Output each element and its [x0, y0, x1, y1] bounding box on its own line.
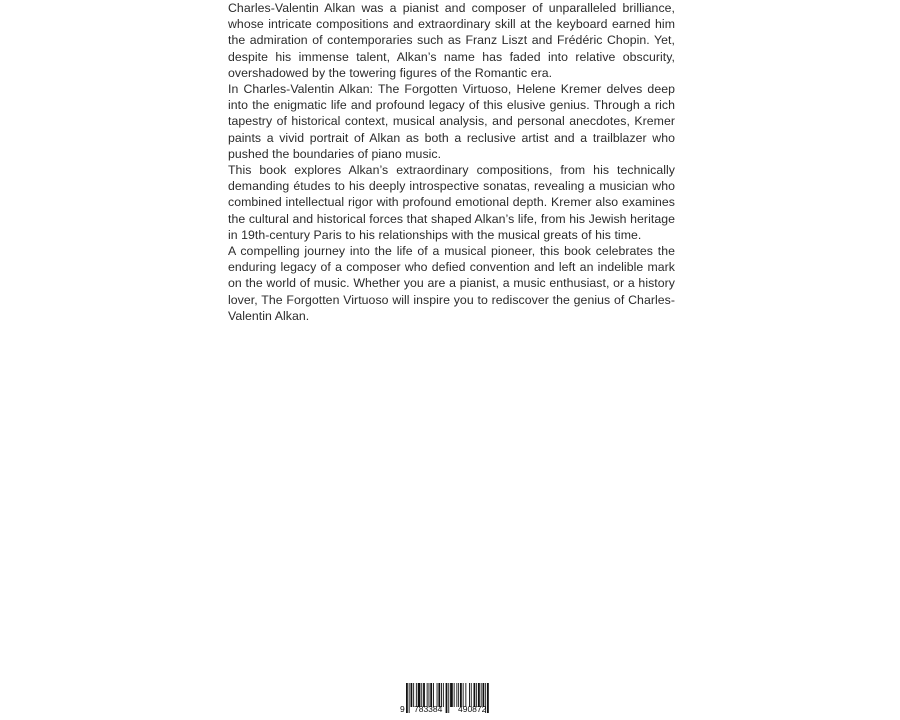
blurb-paragraph-1: Charles-Valentin Alkan was a pianist and composer of unparalleled brilliance, whose intricate compositions and extraordinary skill at the keyboard earned him the admiration of contemporaries such as Franz Liszt and Frédéric Chopin. Yet, despite his immense talent, Alkan’s name has faded into relative obscurity, overshadowed by the towering figures of the Romantic era. — [228, 1, 675, 80]
barcode-bar — [411, 683, 413, 707]
blurb-paragraph-4: A compelling journey into the life of a musical pioneer, this book celebrates the enduring legacy of a composer who defied convention and left an indelible mark on the world of music. Whether you are a pianist, a music enthusiast, or a history lover, The Forgotten Virtuoso will inspire you to rediscover the genius of Charles-Valentin Alkan. — [228, 244, 675, 323]
barcode-bar — [448, 683, 449, 713]
barcode-right-digits: 490872 — [458, 704, 487, 714]
blurb-paragraph-2: In Charles-Valentin Alkan: The Forgotten Virtuoso, Helene Kremer delves deep into the enigmatic life and profound legacy of this elusive genius. Through a rich tapestry of historical context, musical analysis, and personal anecdotes, Kremer paints a vivid portrait of Alkan as both a reclusive artist and a trailblazer who pushed the boundaries of piano music. — [228, 82, 675, 161]
barcode-bar — [406, 683, 408, 713]
barcode-graphic — [399, 683, 503, 715]
isbn-barcode — [399, 683, 503, 715]
barcode-bar — [443, 683, 444, 707]
blurb-paragraph-3: This book explores Alkan’s extraordinary compositions, from his technically demanding études to his deeply introspective sonatas, revealing a musician who combined intellectual rigor with profound emotional depth. Kremer also examines the cultural and historical forces that shaped Alkan’s life, from his Jewish heritage in 19th-century Paris to his relationships with the musical greats of his time. — [228, 163, 675, 242]
barcode-bar — [454, 683, 455, 707]
back-cover-blurb — [228, 0, 675, 324]
barcode-left-digits: 783384 — [414, 704, 443, 714]
barcode-bar — [450, 683, 453, 707]
barcode-lead-digit: 9 — [400, 704, 405, 714]
barcode-bar — [409, 683, 410, 713]
barcode-bar — [446, 683, 448, 713]
barcode-bar — [487, 683, 489, 713]
